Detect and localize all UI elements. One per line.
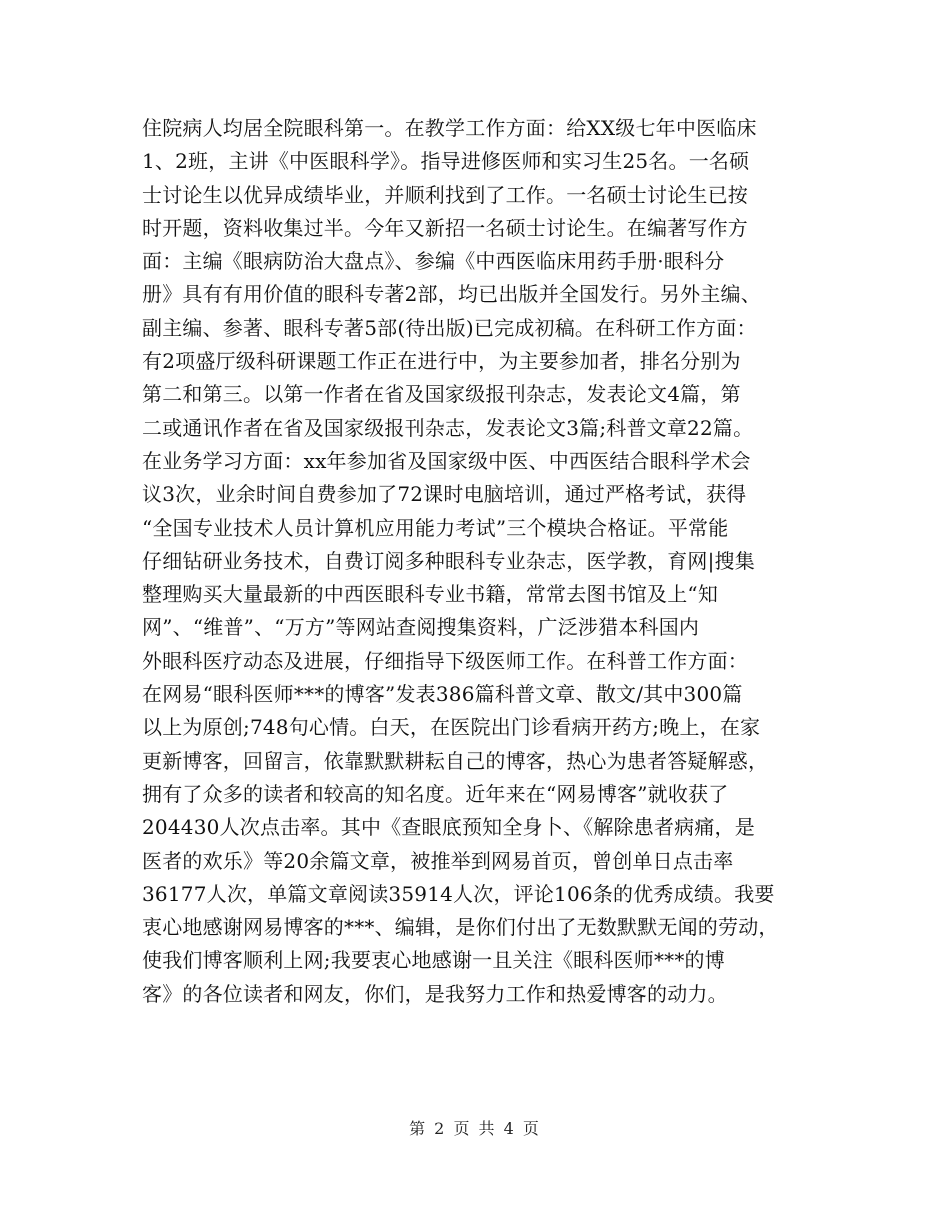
text-line: 副主编、参著、眼科专著5部(待出版)已完成初稿。在科研工作方面： [142,315,757,340]
text-line: 二或通讯作者在省及国家级报刊杂志，发表论文3篇;科普文章22篇。 [142,415,754,440]
text-line: 拥有了众多的读者和较高的知名度。近年来在“网易博客”就收获了 [142,781,729,806]
text-line: 在网易“眼科医师***的博客”发表386篇科普文章、散文/其中300篇 [142,682,743,707]
text-line: 面：主编《眼病防治大盘点》、参编《中西医临床用药手册·眼科分 [142,249,725,274]
text-line: 在业务学习方面：xx年参加省及国家级中医、中西医结合眼科学术会 [142,448,751,473]
text-line: 有2项盛厅级科研课题工作正在进行中，为主要参加者，排名分别为 [142,349,741,374]
text-line: 1、2班，主讲《中医眼科学》。指导进修医师和实习生25名。一名硕 [142,149,750,174]
text-line: 议3次，业余时间自费参加了72课时电脑培训，通过严格考试，获得 [142,482,747,507]
text-line: 时开题，资料收集过半。今年又新招一名硕士讨论生。在编著写作方 [142,215,748,240]
text-line: 客》的各位读者和网友，你们，是我努力工作和热爱博客的动力。 [142,981,728,1006]
text-line: 使我们博客顺利上网;我要衷心地感谢一且关注《眼科医师***的博 [142,948,725,973]
text-line: 外眼科医疗动态及进展，仔细指导下级医师工作。在科普工作方面： [142,648,748,673]
text-line: 医者的欢乐》等20余篇文章，被推举到网易首页，曾创单日点击率 [142,848,734,873]
text-line: 册》具有有用价值的眼科专著2部，均已出版并全国发行。另外主编、 [142,282,761,307]
text-line: 仔细钻研业务技术，自费订阅多种眼科专业杂志，医学教，育网|搜集 [142,548,755,573]
text-line: 204430人次点击率。其中《查眼底预知全身卜、《解除患者病痛，是 [142,815,755,840]
text-line: 整理购买大量最新的中西医眼科专业书籍，常常去图书馆及上“知 [142,582,719,607]
text-line: 网”、“维普”、“万方”等网站查阅搜集资料，广泛涉猎本科国内 [142,615,700,640]
text-line: 住院病人均居全院眼科第一。在教学工作方面：给XX级七年中医临床 [142,116,757,140]
text-line: 36177人次，单篇文章阅读35914人次，评论106条的优秀成绩。我要 [142,881,775,906]
text-line: 第二和第三。以第一作者在省及国家级报刊杂志，发表论文4篇，第 [142,382,741,407]
text-line: 衷心地感谢网易博客的***、编辑，是你们付出了无数默默无闻的劳动， [142,915,779,940]
text-line: 更新博客，回留言，依靠默默耕耘自己的博客，热心为患者答疑解惑， [142,748,769,773]
body-text [142,112,832,1011]
page-number-footer: 第 2 页 共 4 页 [409,1119,541,1138]
text-line: 以上为原创;748句心情。白天，在医院出门诊看病开药方;晚上，在家 [142,715,761,740]
text-line: “全国专业技术人员计算机应用能力考试”三个模块合格证。平常能 [142,515,729,540]
text-line: 士讨论生以优异成绩毕业，并顺利找到了工作。一名硕士讨论生已按 [142,182,748,207]
